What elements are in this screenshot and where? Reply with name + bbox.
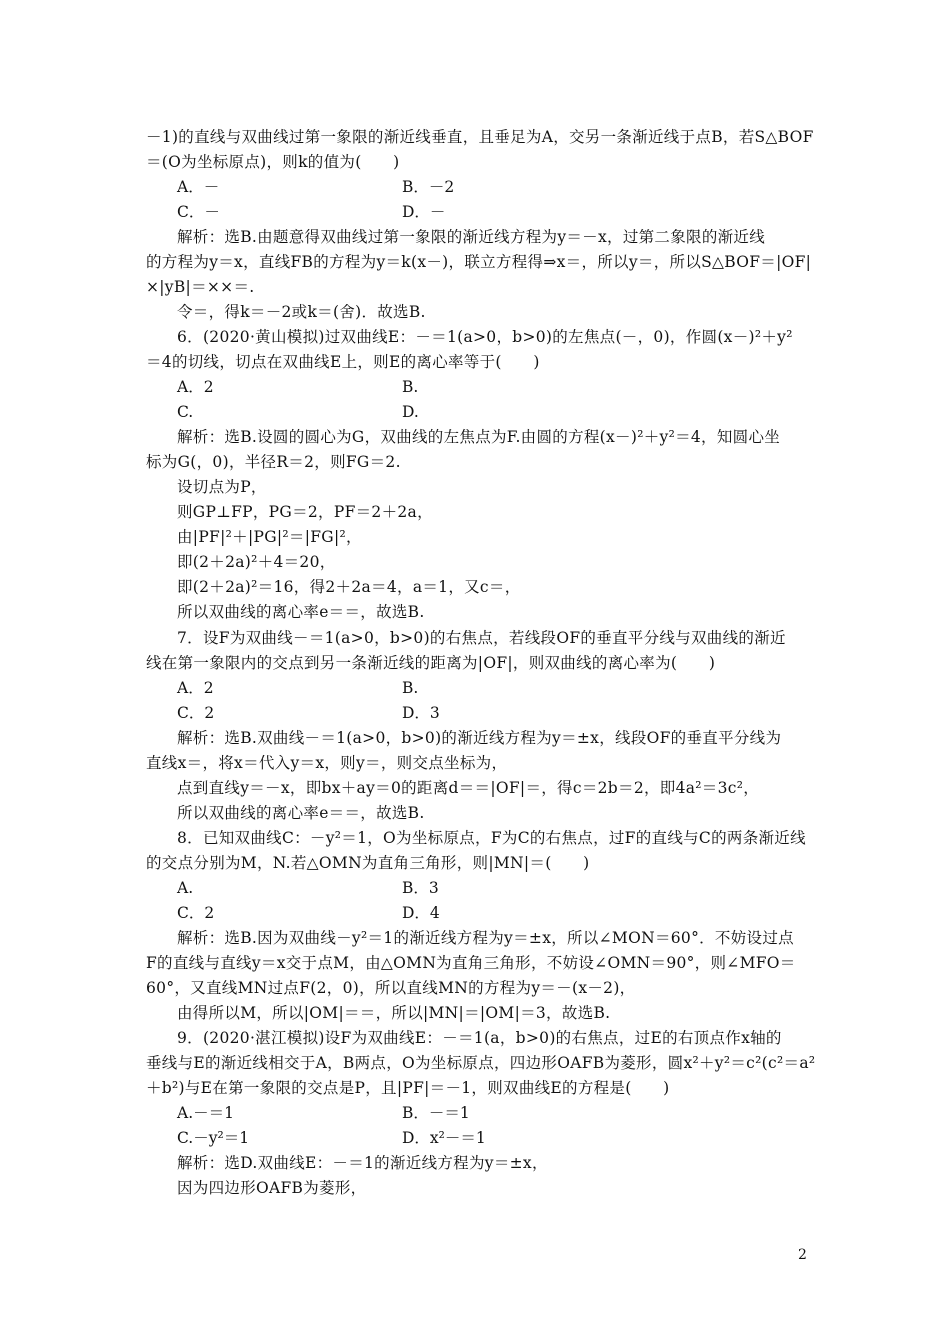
option-d: D．4 [402, 904, 440, 922]
option-c: C.－y²＝1 [177, 1129, 250, 1147]
option-a: A．2 [177, 378, 214, 396]
question-9: 9．(2020·湛江模拟)设F为双曲线E：－＝1(a，b>0)的右焦点，过E的右顶点作x轴的 [177, 1029, 782, 1047]
text-line: 垂线与E的渐近线相交于A，B两点，O为坐标原点，四边形OAFB为菱形，圆x²＋y²＝c²(c²＝a² [146, 1054, 816, 1072]
text-line: ×|yB|＝××＝. [146, 278, 255, 296]
text-line: ＝4的切线，切点在双曲线E上，则E的离心率等于( ) [146, 353, 540, 371]
question-6: 6．(2020·黄山模拟)过双曲线E：－＝1(a>0，b>0)的左焦点(－，0)，作圆(x－)²＋y² [177, 328, 793, 346]
text-line: 令＝，得k＝－2或k＝(舍)．故选B. [177, 303, 426, 321]
text-line: 则GP⊥FP，PG＝2，PF＝2＋2a， [177, 503, 433, 521]
text-line: 即(2＋2a)²＋4＝20， [177, 553, 336, 571]
text-line: 由得所以M，所以|OM|＝＝，所以|MN|＝|OM|＝3，故选B. [177, 1004, 611, 1022]
option-a: A. [177, 879, 194, 897]
option-b: B．－＝1 [402, 1104, 470, 1122]
text-line: 点到直线y＝－x，即bx＋ay＝0的距离d＝＝|OF|＝，得c＝2b＝2，即4a²＝3c²， [177, 779, 760, 797]
question-7: 7．设F为双曲线－＝1(a>0，b>0)的右焦点，若线段OF的垂直平分线与双曲线的渐近 [177, 629, 786, 647]
text-line: 解析：选B.由题意得双曲线过第一象限的渐近线方程为y＝－x，过第二象限的渐近线 [177, 228, 766, 246]
option-d: D．x²－＝1 [402, 1129, 486, 1147]
page-number: 2 [798, 1247, 807, 1263]
option-b: B．－2 [402, 178, 455, 196]
text-line: 即(2＋2a)²＝16，得2＋2a＝4，a＝1，又c＝， [177, 578, 521, 596]
text-line: 解析：选B.双曲线－＝1(a>0，b>0)的渐近线方程为y＝±x，线段OF的垂直平分线为 [177, 729, 782, 747]
option-b: B. [402, 378, 419, 396]
question-8: 8．已知双曲线C：－y²＝1，O为坐标原点，F为C的右焦点，过F的直线与C的两条渐近线 [177, 829, 806, 847]
option-c: C．2 [177, 904, 215, 922]
text-line: ＝(O为坐标原点)，则k的值为( ) [146, 153, 400, 171]
text-line: F的直线与直线y＝x交于点M，由△OMN为直角三角形，不妨设∠OMN＝90°，则∠MFO＝ [146, 954, 796, 972]
text-line: 设切点为P， [177, 478, 267, 496]
text-line: 解析：选B.因为双曲线－y²＝1的渐近线方程为y＝±x，所以∠MON＝60°．不妨设过点 [177, 929, 794, 947]
option-d: D．－ [402, 203, 446, 221]
text-line: 的交点分别为M，N.若△OMN为直角三角形，则|MN|＝( ) [146, 854, 590, 872]
option-a: A.－＝1 [177, 1104, 234, 1122]
text-line: 标为G(，0)，半径R＝2，则FG＝2. [146, 453, 401, 471]
text-line: 因为四边形OAFB为菱形， [177, 1179, 367, 1197]
option-c: C. [177, 403, 194, 421]
option-c: C．2 [177, 704, 215, 722]
text-line: 所以双曲线的离心率e＝＝，故选B. [177, 804, 425, 822]
text-line: 由|PF|²＋|PG|²＝|FG|²， [177, 528, 362, 546]
text-line: －1)的直线与双曲线过第一象限的渐近线垂直，且垂足为A，交另一条渐近线于点B，若S△BOF [146, 128, 814, 146]
option-d: D．3 [402, 704, 440, 722]
text-line: 解析：选B.设圆的圆心为G，双曲线的左焦点为F.由圆的方程(x－)²＋y²＝4，知圆心坐 [177, 428, 781, 446]
option-d: D. [402, 403, 419, 421]
text-line: 60°，又直线MN过点F(2，0)，所以直线MN的方程为y＝－(x－2)， [146, 979, 636, 997]
text-line: 线在第一象限内的交点到另一条渐近线的距离为|OF|，则双曲线的离心率为( ) [146, 654, 716, 672]
option-a: A．2 [177, 679, 214, 697]
text-line: 的方程为y＝x，直线FB的方程为y＝k(x－)，联立方程得⇒x＝，所以y＝，所以S△BOF＝|OF| [146, 253, 812, 271]
option-c: C．－ [177, 203, 220, 221]
option-b: B．3 [402, 879, 439, 897]
text-line: ＋b²)与E在第一象限的交点是P，且|PF|＝－1，则双曲线E的方程是( ) [146, 1079, 670, 1097]
text-line: 所以双曲线的离心率e＝＝，故选B. [177, 603, 425, 621]
option-b: B. [402, 679, 419, 697]
option-a: A．－ [177, 178, 220, 196]
text-line: 解析：选D.双曲线E：－＝1的渐近线方程为y＝±x， [177, 1154, 548, 1172]
text-line: 直线x＝，将x＝代入y＝x，则y＝，则交点坐标为， [146, 754, 508, 772]
